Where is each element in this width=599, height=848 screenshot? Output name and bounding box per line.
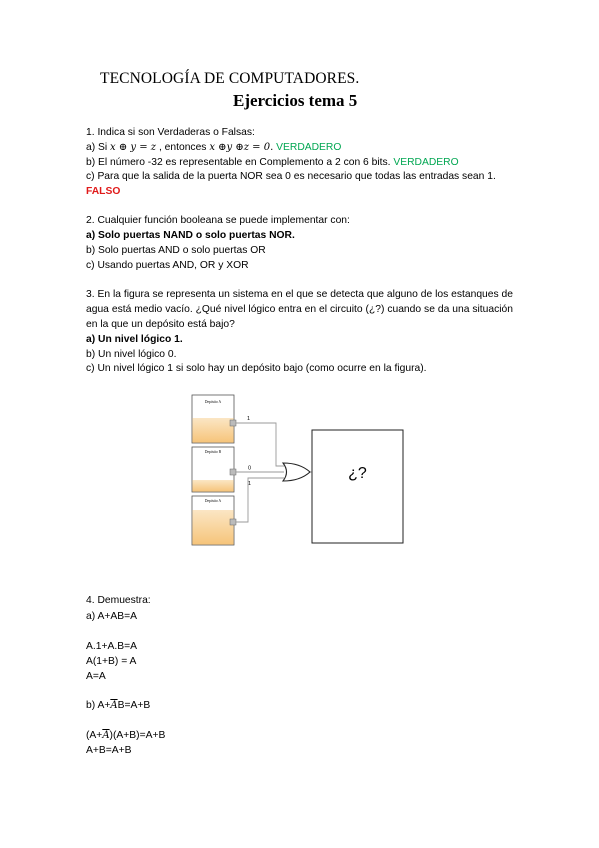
q1-b-answer: VERDADERO <box>393 157 459 168</box>
document-title: TECNOLOGÍA DE COMPUTADORES. <box>100 70 360 87</box>
q4-b-suffix: B=A+B <box>117 700 151 711</box>
document-subtitle: Ejercicios tema 5 <box>233 91 358 110</box>
q4-b-prefix: b) A+ <box>86 700 111 711</box>
q2-option-c: c) Usando puertas AND, OR y XOR <box>86 260 249 271</box>
q2-option-b: b) Solo puertas AND o solo puertas OR <box>86 245 266 256</box>
or-gate-icon <box>283 463 310 481</box>
tank-a-bottom-label: Depósito A <box>204 499 222 503</box>
q4-option-b <box>86 699 150 712</box>
tank-a-bottom <box>192 496 236 545</box>
wire-label-1: 1 <box>247 416 251 422</box>
q4-prompt: 4. Demuestra: <box>86 595 151 606</box>
wire-label-3: 1 <box>248 481 252 487</box>
q2-prompt: 2. Cualquier función booleana se puede implementar con: <box>86 215 350 226</box>
q3-option-b: b) Un nivel lógico 0. <box>86 349 177 360</box>
q3-prompt: 3. En la figura se representa un sistema en el que se detecta que alguno de los estanques de agua está medio vacío. ¿Qué nivel lógico entra en el circuito (¿?) cuando se da una situación en la que un depósito está bajo? <box>86 289 513 330</box>
wire-label-2: 0 <box>248 465 252 472</box>
sensor-icon <box>230 469 236 475</box>
q1-a-expression-1: x ⊕ y = z <box>110 142 157 153</box>
sensor-icon <box>230 519 236 525</box>
q1-prompt: 1. Indica si son Verdaderas o Falsas: <box>86 127 255 138</box>
q1-option-c: c) Para que la salida de la puerta NOR sea 0 es necesario que todas las entradas sean 1. <box>86 171 496 182</box>
tank-a-top <box>192 395 236 443</box>
q1-a-middle: , entonces <box>156 142 210 153</box>
q1-option-b <box>86 156 459 169</box>
unknown-circuit-label: ¿? <box>348 465 367 482</box>
q4-a-step-1: A.1+A.B=A <box>86 641 137 652</box>
q1-a-prefix: a) Si <box>86 142 111 153</box>
tank-b <box>192 447 236 492</box>
q3-option-a: a) Un nivel lógico 1. <box>86 334 183 345</box>
q1-c-answer: FALSO <box>86 186 121 197</box>
q2-option-a: a) Solo puertas NAND o solo puertas NOR. <box>86 230 295 241</box>
q4-b1-prefix: (A+ <box>86 730 103 741</box>
q1-a-answer: VERDADERO <box>276 142 342 153</box>
q1-a-expression-2: x ⊕y ⊕z = 0. <box>209 142 274 153</box>
q3-option-c: c) Un nivel lógico 1 si solo hay un depósito bajo (como ocurre en la figura). <box>86 363 427 374</box>
q4-b-step-2: A+B=A+B <box>86 745 132 756</box>
q4-a-step-3: A=A <box>86 671 106 682</box>
q4-b-complement: $\overline{A}$ <box>110 700 118 711</box>
q1-option-a <box>86 141 341 154</box>
q4-b1-suffix: )(A+B)=A+B <box>109 730 166 741</box>
q4-a-step-2: A(1+B) = A <box>86 656 137 667</box>
tank-circuit-figure <box>190 392 410 553</box>
q4-b1-complement: $\overline{A}$ <box>102 730 110 741</box>
q1-b-text: b) El número -32 es representable en Complemento a 2 con 6 bits. <box>86 157 394 168</box>
sensor-icon <box>230 420 236 426</box>
q4-option-a: a) A+AB=A <box>86 611 137 622</box>
q4-b-step-1 <box>86 729 165 742</box>
unknown-circuit-box <box>312 430 403 543</box>
tank-a-top-label: Depósito A <box>204 400 222 404</box>
tank-b-label: Depósito B <box>204 450 222 454</box>
